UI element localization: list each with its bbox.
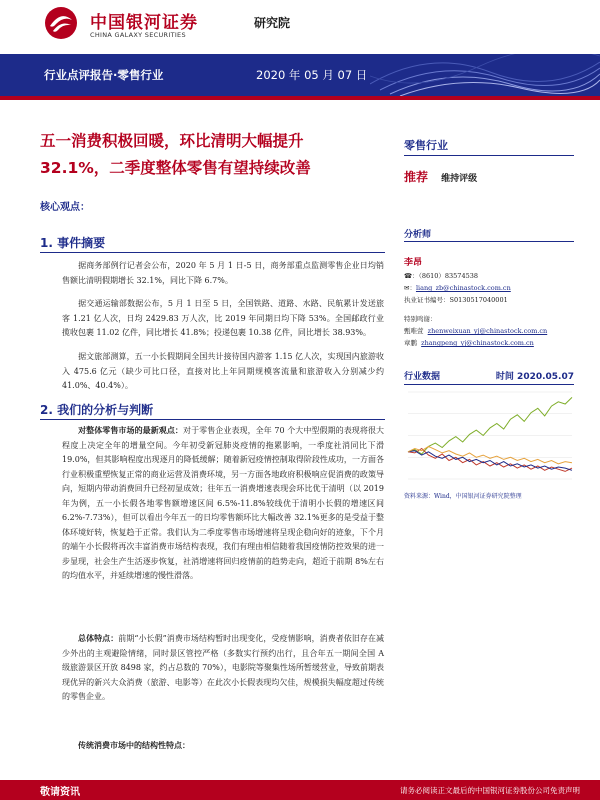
report-date: 2020 年 05 月 07 日 bbox=[256, 68, 368, 82]
chart-time: 时间 2020.05.07 bbox=[495, 372, 574, 382]
chart-series-index-c bbox=[408, 446, 572, 463]
chart-series-index-a bbox=[408, 449, 572, 472]
decorative-swirl-icon bbox=[370, 54, 600, 96]
analyst-label: 分析师 bbox=[404, 230, 432, 240]
chart-source: 资料来源：Wind，中国银河证券研究院整理 bbox=[404, 493, 522, 500]
email-icon: ✉： bbox=[404, 284, 416, 292]
chart-series-industry bbox=[408, 397, 572, 454]
galaxy-logo-icon bbox=[44, 6, 78, 40]
contact-1: 甄唯萱 zhenweixuan_yj@chinastock.com.cn bbox=[404, 327, 548, 335]
chart-series-index-b bbox=[408, 451, 572, 471]
banner-accent-bar bbox=[0, 96, 600, 100]
section-1-heading: 1. 事件摘要 bbox=[40, 236, 106, 250]
industry-chart bbox=[404, 388, 576, 483]
page-footer bbox=[0, 780, 600, 800]
section-2-paragraph-1: 对整体零售市场的最新观点：对于零售企业表现，全年 70 个大中型假期的表现将很大程度上决定全年的增量空间。今年初受新冠肺炎疫情的拖累影响，一季度社消同比下滑 19.0%，但其影响程度出现逐月的降低缓解；随着新冠疫情控制取得阶段性成功，一方面各行业积极重塑恢复正常的商业运营及消费环境，另一方面各地政府积极响应促消费的政策导向，短期内带动消费回升已经初显成效；往年五一消费增速表现会环比优于清明（以 2019 年为例，五一小长假各地零售额增速区间 6.5%-11.8%较线优于清明小长假的增速区间 6.2%-7.73%），但可以看出今年五一的日均零售额环比大幅改善 32.1%更多的是受益于整体环境好转，恢复趋于正常。我们认为二季度零售市场增速将呈现企稳向好的迹象，下个月的端午小长假将再次丰富消费市场结构表现，我们有理由相信随着我国疫情防控效果的进一步显现，社会生产生活逐步恢复，社消增速将回归疫情前的趋势走向，超近于前期 8%左右的均值水平，并延续增速的慢性滑落。 bbox=[62, 425, 385, 580]
analyst-cert: 执业证书编号：S0130517040001 bbox=[404, 296, 508, 304]
title-line-2: 32.1%，二季度整体零售有望持续改善 bbox=[40, 159, 311, 177]
disclaimer-notice: 请务必阅读正文最后的中国银河证券股份公司免责声明 bbox=[400, 786, 580, 795]
chart-label: 行业数据 bbox=[404, 372, 441, 382]
rating bbox=[404, 166, 477, 185]
analyst-divider bbox=[404, 241, 574, 242]
section-2-heading: 2. 我们的分析与判断 bbox=[40, 403, 154, 417]
section-1-paragraph-3: 据文旅部测算，五一小长假期间全国共计接待国内游客 1.15 亿人次，实现国内旅游收入 475.6 亿元（缺少可比口径，直接对比上年同期规模客流量和旅游收入分别减少约 41.0%、40.4%）。 bbox=[62, 352, 384, 390]
core-viewpoint-label: 核心观点： bbox=[40, 202, 90, 213]
brand-name-en: CHINA GALAXY SECURITIES bbox=[90, 31, 186, 39]
section-1-divider bbox=[40, 252, 385, 253]
section-1-paragraph-1: 据商务部例行记者会公布，2020 年 5 月 1 日-5 日，商务部重点监测零售企业日均销售额比清明假期增长 32.1%，同比下降 6.7%。 bbox=[62, 261, 384, 285]
phone-icon: ☎： bbox=[404, 272, 419, 280]
section-2-divider bbox=[40, 419, 385, 420]
section-2-paragraph-2: 总体特点：前期“小长假”消费市场结构暂时出现变化，受疫情影响，消费者依旧存在减少外出的主观避险情绪，同时景区管控严格（多数实行预约出行，且合年五一期间全国 A 级旅游景区开放 8498 家，约占总数的 70%），电影院等聚集性场所暂缓营业，导致前期表现优异的新兴大众消费（旅游、电影等）在此次小长假表现均欠佳，规模损失幅度超过传统的零售企业。 bbox=[62, 633, 384, 701]
report-type: 行业点评报告·零售行业 bbox=[44, 68, 164, 82]
brand-logo bbox=[44, 4, 344, 44]
report-banner bbox=[0, 54, 600, 96]
report-title bbox=[40, 128, 390, 182]
sector-divider bbox=[404, 155, 574, 156]
analyst-email-link[interactable]: liang_zb@chinastock.com.cn bbox=[415, 284, 511, 292]
rating-main: 推荐 bbox=[404, 170, 429, 184]
section-1-paragraph-2: 据交通运输部数据公布，5 月 1 日至 5 日，全国铁路、道路、水路、民航累计发送旅客 1.21 亿人次，日均 2429.83 万人次，比 2019 年同期日均下降 53%。全国邮政行业揽收包裹 11.02 亿件，同比增长 41.8%；投递包裹 10.38 亿件，同比增长 38.93%。 bbox=[62, 299, 384, 337]
sector-name: 零售行业 bbox=[404, 139, 448, 152]
rating-sub: 维持评级 bbox=[441, 174, 478, 184]
chart-header bbox=[404, 369, 574, 385]
footer-left-text: 敬请资讯 bbox=[40, 787, 80, 798]
section-2-paragraph-3: 传统消费市场中的结构性特点： bbox=[78, 740, 190, 750]
analyst-name: 李昂 bbox=[404, 258, 423, 268]
analyst-phone: ☎：（8610）83574538 bbox=[404, 272, 478, 280]
chart-divider bbox=[404, 384, 574, 385]
contact-2: 章鹏 zhangpeng_yj@chinastock.com.cn bbox=[404, 339, 534, 347]
brand-name-cn: 中国银河证券 bbox=[90, 13, 198, 33]
contacts-label: 特别鸣谢： bbox=[404, 315, 437, 323]
brand-institute: 研究院 bbox=[254, 16, 291, 30]
analyst-email bbox=[404, 283, 511, 292]
contact-2-email-link[interactable]: zhangpeng_yj@chinastock.com.cn bbox=[421, 339, 534, 347]
contact-1-email-link[interactable]: zhenweixuan_yj@chinastock.com.cn bbox=[427, 327, 548, 335]
title-line-1: 五一消费积极回暖，环比清明大幅提升 bbox=[40, 132, 304, 150]
